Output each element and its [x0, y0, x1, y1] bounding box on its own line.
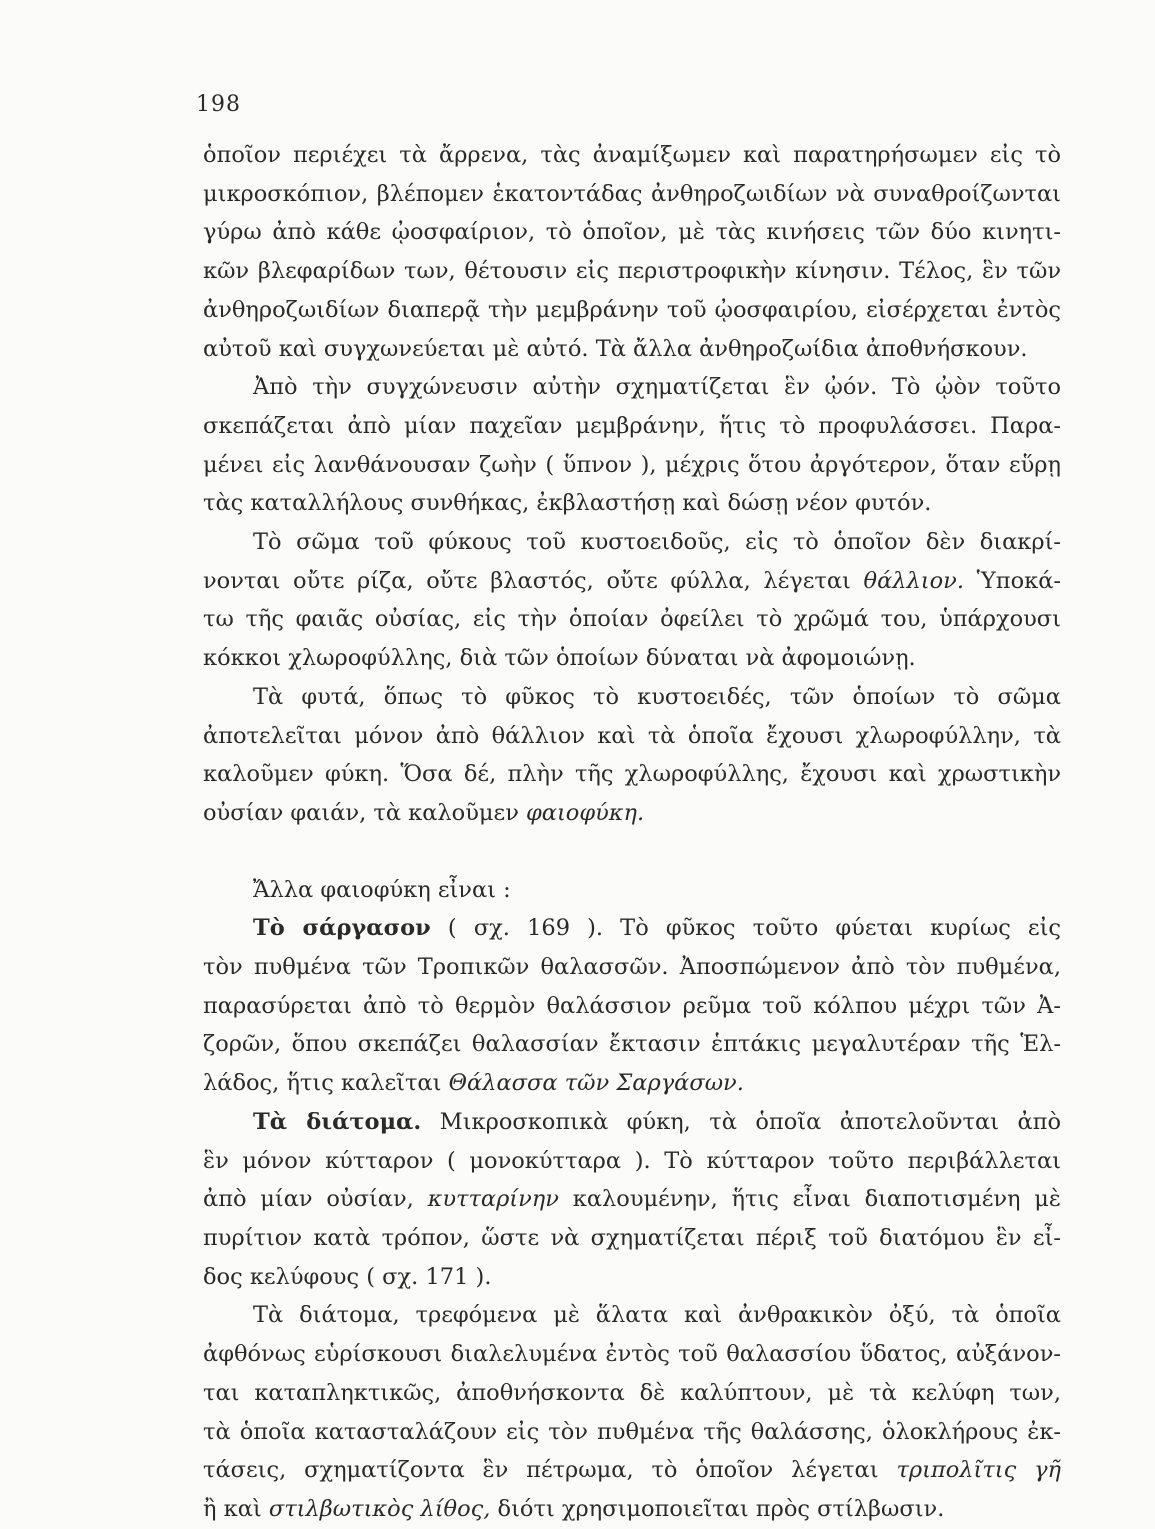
text-line: μένει εἰς λανθάνουσαν ζωὴν ( ὕπνον ), μέχρις ὅτου ἀργότερον, ὅταν εὕρῃ: [203, 451, 1061, 478]
italic-term: φαιοφύκη.: [526, 799, 645, 826]
paragraph-gap: [203, 833, 1061, 871]
text-segment: Μικροσκοπικὰ φύκη, τὰ ὁποῖα ἀποτελοῦνται ἀπὸ: [439, 1108, 1061, 1135]
text-line: ὁποῖον περιέχει τὰ ἄρρενα, τὰς ἀναμίξωμεν καὶ παρατηρήσωμεν εἰς τὸ: [203, 142, 1061, 168]
text-line: σκεπάζεται ἀπὸ μίαν παχεῖαν μεμβράνην, ἥτις τὸ προφυλάσσει. Παρα-: [203, 412, 1061, 439]
text-segment: ἀπὸ μίαν οὐσίαν,: [203, 1186, 414, 1213]
text-line: τὰς καταλλήλους συνθήκας, ἐκβλαστήσῃ καὶ δώσῃ νέον φυτόν.: [203, 490, 932, 517]
text-line: Ἀπὸ τὴν συγχώνευσιν αὐτὴν σχηματίζεται ἓν ᾠόν. Τὸ ᾠὸν τοῦτο: [253, 374, 1061, 401]
text-line: ἓν μόνον κύτταρον ( μονοκύτταρα ). Τὸ κύτταρον τοῦτο περιβάλλεται: [203, 1147, 1061, 1174]
text-segment: διότι χρησιμοποιεῖται πρὸς στίλβωσιν.: [497, 1495, 945, 1522]
text-line: καλοῦμεν φύκη. Ὅσα δέ, πλὴν τῆς χλωροφύλλης, ἔχουσι καὶ χρωστικὴν: [203, 761, 1061, 788]
text-line: ἀφθόνως εὑρίσκουσι διαλελυμένα ἐντὸς τοῦ θαλασσίου ὕδατος, αὐξάνον-: [203, 1341, 1061, 1368]
text-line: Τὰ φυτά, ὅπως τὸ φῦκος τὸ κυστοειδές, τῶν ὁποίων τὸ σῶμα: [253, 683, 1061, 710]
text-line: [203, 1490, 1061, 1529]
text-line: πυρίτιον κατὰ τρόπον, ὥστε νὰ σχηματίζεται πέριξ τοῦ διατόμου ἓν εἶ-: [203, 1224, 1061, 1251]
text-line: [203, 794, 1061, 833]
page-number: 198: [196, 92, 241, 117]
text-segment: λάδος, ἥτις καλεῖται: [203, 1070, 442, 1097]
text-line: αὐτοῦ καὶ συγχωνεύεται μὲ αὐτό. Τὰ ἄλλα ἀνθηροζωίδια ἀποθνήσκουν.: [203, 335, 1028, 362]
text-line: [203, 1180, 1061, 1219]
text-line: παρασύρεται ἀπὸ τὸ θερμὸν θαλάσσιον ρεῦμα τοῦ κόλπου μέχρι τῶν Ἀ-: [203, 992, 1061, 1019]
italic-term: κυτταρίνην: [427, 1186, 559, 1213]
text-line: [203, 562, 1061, 601]
text-segment: Ὑποκά-: [976, 567, 1061, 594]
text-segment: οὐσίαν φαιάν, τὰ καλοῦμεν: [203, 799, 519, 826]
text-line: κόκκοι χλωροφύλλης, διὰ τῶν ὁποίων δύναται νὰ ἀφομοιώνῃ.: [203, 645, 916, 672]
text-line: [203, 1064, 1061, 1103]
text-segment: ἢ καὶ: [203, 1495, 262, 1522]
text-line: ἀνθηροζωιδίων διαπερᾷ τὴν μεμβράνην τοῦ ᾠοσφαιρίου, εἰσέρχεται ἐντὸς: [203, 296, 1061, 323]
text-line: κῶν βλεφαρίδων των, θέτουσιν εἰς περιστροφικὴν κίνησιν. Τέλος, ἓν τῶν: [203, 258, 1061, 285]
text-line: μικροσκόπιον, βλέπομεν ἑκατοντάδας ἀνθηροζωιδίων νὰ συναθροίζωνται: [203, 180, 1061, 207]
text-segment: τάσεις, σχηματίζοντα ἓν πέτρωμα, τὸ ὁποῖον λέγεται: [203, 1457, 879, 1484]
text-line: ἀποτελεῖται μόνον ἀπὸ θάλλιον καὶ τὰ ὁποῖα ἔχουσι χλωροφύλλην, τὰ: [203, 722, 1061, 749]
text-segment: ( σχ. 169 ). Τὸ φῦκος τοῦτο φύεται κυρίως εἰς: [447, 915, 1062, 942]
text-line: [203, 1103, 1061, 1142]
text-segment: καλουμένην, ἥτις εἶναι διαποτισμένη μὲ: [572, 1186, 1061, 1213]
text-line: ζορῶν, ὅπου σκεπάζει θαλασσίαν ἔκτασιν ἑπτάκις μεγαλυτέραν τῆς Ἑλ-: [203, 1031, 1061, 1058]
text-line: [203, 909, 1061, 948]
text-line: Ἄλλα φαιοφύκη εἶναι :: [253, 876, 511, 903]
text-segment: νονται οὔτε ρίζα, οὔτε βλαστός, οὔτε φύλλα, λέγεται: [203, 567, 851, 594]
text-line: τὰ ὁποῖα κατασταλάζουν εἰς τὸν πυθμένα τῆς θαλάσσης, ὁλοκλήρους ἐκ-: [203, 1418, 1061, 1445]
text-line: δος κελύφους ( σχ. 171 ).: [203, 1263, 492, 1290]
bold-heading: Τὸ σάργασον: [253, 915, 431, 942]
body-text: [203, 136, 1061, 1529]
text-line: τω τῆς φαιᾶς οὐσίας, εἰς τὴν ὁποίαν ὀφείλει τὸ χρῶμά του, ὑπάρχουσι: [203, 606, 1061, 633]
italic-term: θάλλιον.: [863, 567, 964, 594]
text-line: Τὰ διάτομα, τρεφόμενα μὲ ἅλατα καὶ ἀνθρακικὸν ὀξύ, τὰ ὁποῖα: [253, 1302, 1061, 1329]
bold-heading: Τὰ διάτομα.: [253, 1108, 422, 1135]
italic-term: Θάλασσα τῶν Σαργάσων.: [448, 1070, 744, 1097]
text-line: τὸν πυθμένα τῶν Τροπικῶν θαλασσῶν. Ἀποσπώμενον ἀπὸ τὸν πυθμένα,: [203, 954, 1061, 981]
italic-term: στιλβωτικὸς λίθος,: [268, 1495, 491, 1522]
text-line: ται καταπληκτικῶς, ἀποθνήσκοντα δὲ καλύπτουν, μὲ τὰ κελύφη των,: [203, 1379, 1061, 1406]
text-line: Τὸ σῶμα τοῦ φύκους τοῦ κυστοειδοῦς, εἰς τὸ ὁποῖον δὲν διακρί-: [253, 529, 1061, 556]
text-line: [203, 1451, 1061, 1490]
italic-term: τριπολῖτις γῆ: [896, 1457, 1062, 1484]
text-line: γύρω ἀπὸ κάθε ᾠοσφαίριον, τὸ ὁποῖον, μὲ τὰς κινήσεις τῶν δύο κινητι-: [203, 219, 1061, 246]
